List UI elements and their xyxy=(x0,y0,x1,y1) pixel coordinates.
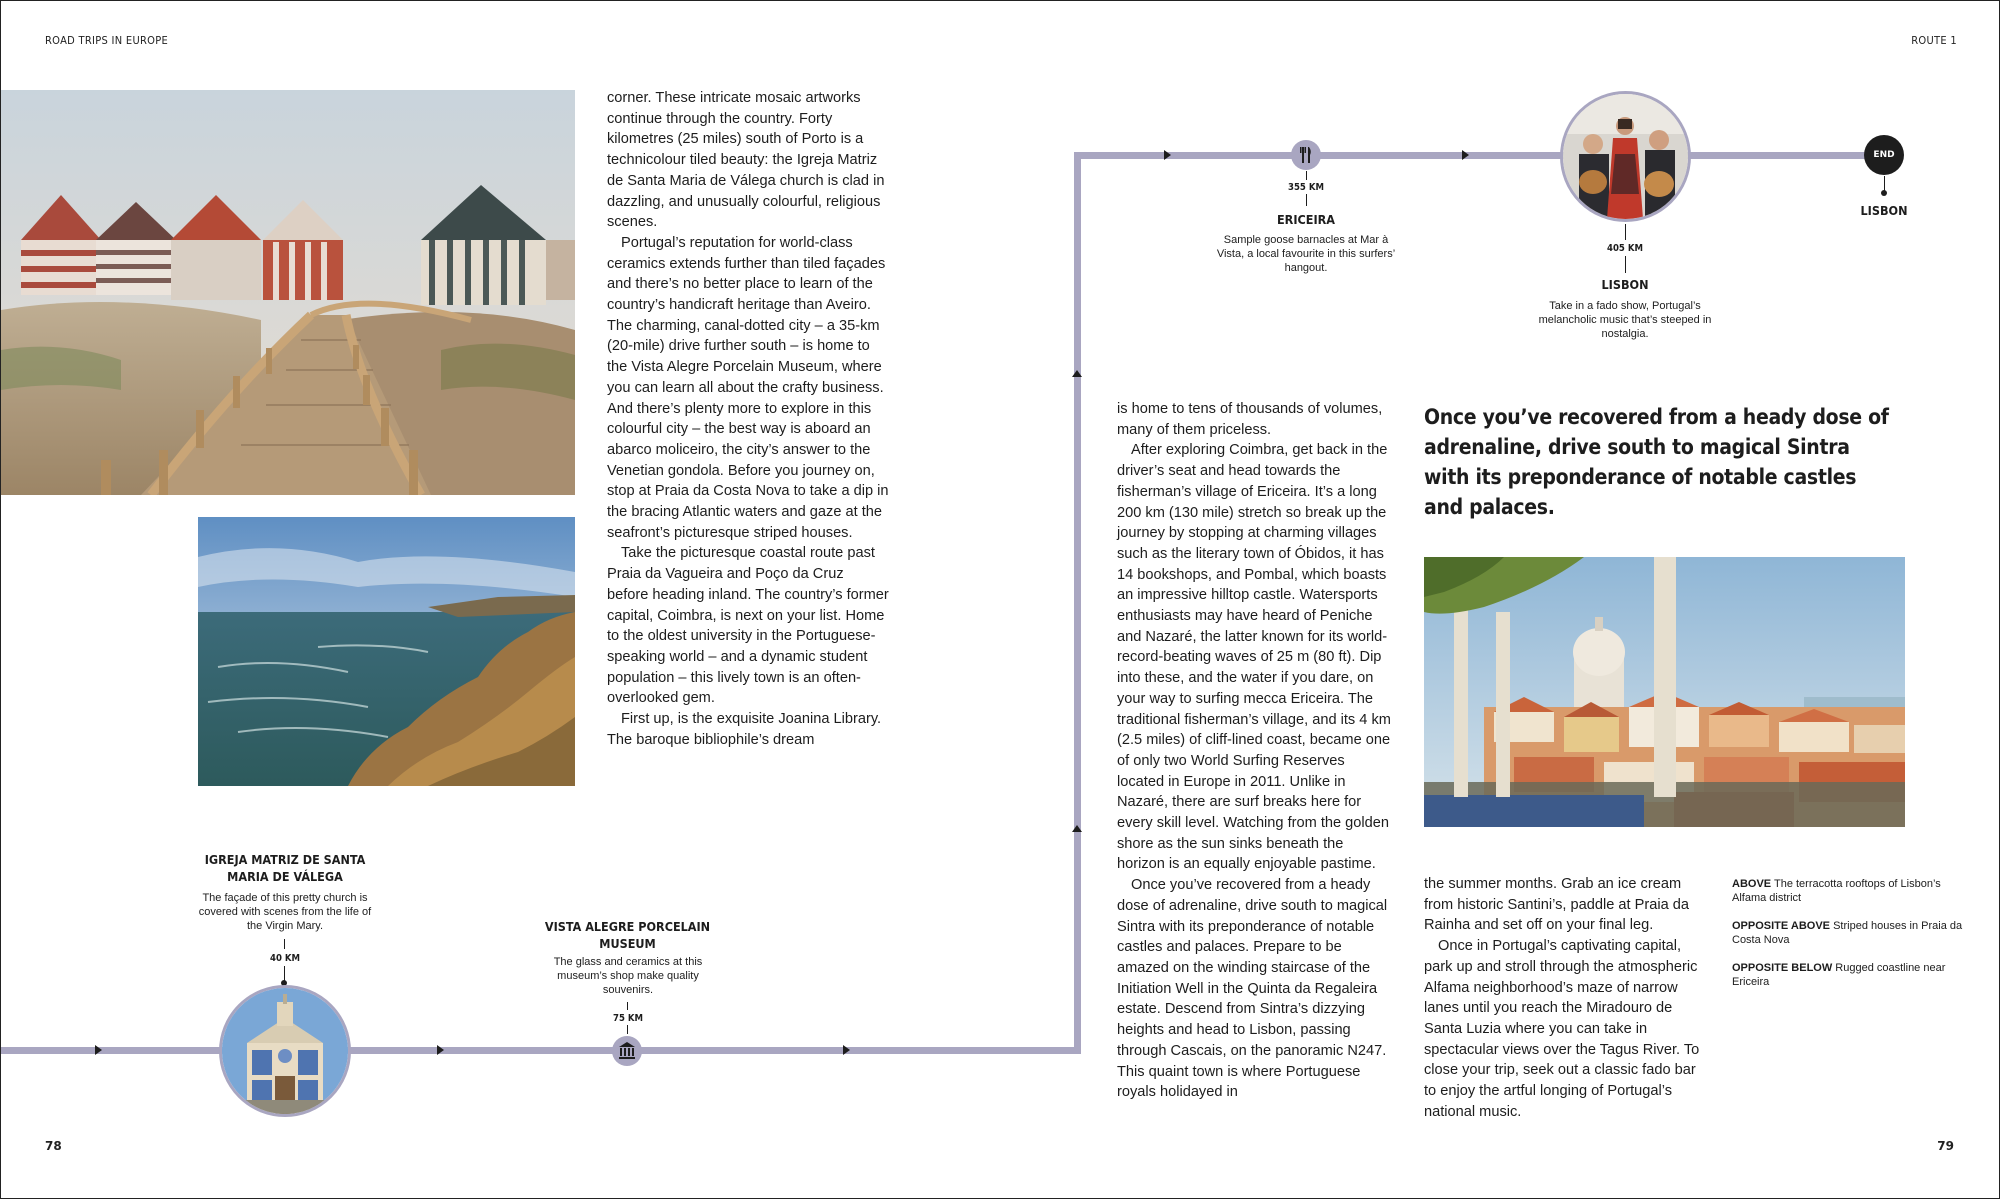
direction-arrow-icon xyxy=(1462,150,1469,160)
stop-dot xyxy=(1881,190,1887,196)
direction-arrow-icon xyxy=(1072,370,1082,377)
boardwalk-illustration xyxy=(1,90,575,495)
paragraph: After exploring Coimbra, get back in the driver’s seat and head towards the fisherman’s village of Ericeira. It’s a long 200 km (130 mile) stretch so break up the journey by stopping at charming villages such as the literary town of Óbidos, it has 14 bookshops, and Pombal, which boasts an impressive hilltop castle. Watersports enthusiasts may have heard of Peniche and Nazaré, the latter known for its world-record-beating waves of 25 m (80 ft). Dip into these, and the water if you dare, on your way to surfing mecca Ericeira. The traditional fisherman’s village, and its 4 km (2.5 miles) of cliff-lined coast, became one of only two World Surfing Reserves located in Europe in 2011. Unlike in Nazaré, there are surf breaks here for every skill level. Watching from the golden shore as the sun sinks beneath the horizon is an equally enjoyable pastime. xyxy=(1117,442,1391,873)
stop-tick xyxy=(284,939,285,949)
caption xyxy=(1732,919,1972,947)
stop-photo-lisbon-fado xyxy=(1560,91,1691,222)
direction-arrow-icon xyxy=(95,1045,102,1055)
fado-illustration xyxy=(1563,94,1688,219)
stop-title-lisbon: LISBON xyxy=(1601,277,1649,292)
paragraph: the summer months. Grab an ice cream from historic Santini’s, paddle at Praia da Rainha and set off on your final leg. xyxy=(1424,876,1689,934)
stop-desc-lisbon: Take in a fado show, Portugal’s melancholic music that’s steeped in nostalgia. xyxy=(1538,300,1712,340)
body-text-column-middle xyxy=(1117,399,1395,1103)
paragraph: Once in Portugal’s captivating capital, park up and stroll through the atmospheric Alfama neighborhood’s maze of narrow lanes until you reach the Miradouro de Santa Luzia where you can take in spectacular views over the Tagus River. To close your trip, seek out a classic fado bar to enjoy the artful longing of Portugal’s national music. xyxy=(1424,938,1700,1120)
paragraph: is home to tens of thousands of volumes, many of them priceless. xyxy=(1117,401,1383,438)
photo-lisbon-alfama xyxy=(1424,557,1905,827)
church-illustration xyxy=(222,988,348,1114)
photo-captions xyxy=(1732,877,1972,1003)
stop-km-ericeira: 355 KM xyxy=(1288,182,1324,193)
stop-tick xyxy=(1306,171,1307,180)
running-head-right: ROUTE 1 xyxy=(1911,34,1957,47)
stop-tick xyxy=(1625,256,1626,273)
caption xyxy=(1732,877,1972,905)
route-line-bottom xyxy=(0,1047,1081,1054)
stop-tick xyxy=(627,1025,628,1034)
route-line-top xyxy=(1074,152,1884,159)
photo-ericeira-coastline xyxy=(198,517,575,786)
paragraph: corner. These intricate mosaic artworks continue through the country. Forty kilometres (25 miles) south of Porto is a technicolour tiled beauty: the Igreja Matriz de Santa Maria de Válega church is clad in dazzling, and unusually colourful, religious scenes. xyxy=(607,90,885,231)
page-number-right: 79 xyxy=(1937,1139,1954,1153)
stop-title-valega: IGREJA MATRIZ DE SANTA MARIA DE VÁLEGA xyxy=(204,852,366,884)
running-head-left: ROAD TRIPS IN EUROPE xyxy=(45,34,169,47)
route-end-marker: END xyxy=(1864,135,1904,175)
pull-quote: Once you’ve recovered from a heady dose of adrenaline, drive south to magical Sintra with its preponderance of notable castles and palaces. xyxy=(1424,405,1889,519)
caption-text: The terracotta rooftops of Lisbon’s Alfama district xyxy=(1732,878,1941,904)
caption-lead: OPPOSITE BELOW xyxy=(1732,962,1833,974)
direction-arrow-icon xyxy=(843,1045,850,1055)
body-text-column-right xyxy=(1424,874,1704,1122)
caption-lead: ABOVE xyxy=(1732,878,1772,890)
coastline-illustration xyxy=(198,517,575,786)
body-text-column-left xyxy=(607,88,889,751)
stop-desc-valega: The façade of this pretty church is covered with scenes from the life of the Virgin Mary. xyxy=(198,892,372,932)
page-number-left: 78 xyxy=(45,1139,62,1153)
stop-photo-valega-church xyxy=(219,985,351,1117)
direction-arrow-icon xyxy=(437,1045,444,1055)
museum-icon xyxy=(612,1036,642,1066)
paragraph: Take the picturesque coastal route past Praia da Vagueira and Poço da Cruz before heading inland. The country’s former capital, Coimbra, is next on your list. Home to the oldest university in the Portuguese-speaking world – and a dynamic student population – this lively town is an often-overlooked gem. xyxy=(607,545,889,707)
stop-title-ericeira: ERICEIRA xyxy=(1276,212,1335,227)
stop-km-vista-alegre: 75 KM xyxy=(613,1013,643,1024)
stop-tick xyxy=(627,1002,628,1010)
caption-lead: OPPOSITE ABOVE xyxy=(1732,920,1831,932)
paragraph: Once you’ve recovered from a heady dose of adrenaline, drive south to magical Sintra with its preponderance of notable castles and palaces. Prepare to be amazed on the winding staircase of the Initiation Well in the Quinta da Regaleira estate. Descend from Sintra’s dizzying heights and head to Lisbon, passing through Cascais, on the panoramic N247. This quaint town is where Portuguese royals holidayed in xyxy=(1117,877,1388,1101)
direction-arrow-icon xyxy=(1072,825,1082,832)
stop-km-lisbon: 405 KM xyxy=(1607,243,1643,254)
caption-text: Rugged coastline near Ericeira xyxy=(1732,962,1946,988)
caption-text: Striped houses in Praia da Costa Nova xyxy=(1732,920,1963,946)
alfama-illustration xyxy=(1424,557,1905,827)
stop-tick xyxy=(1306,194,1307,206)
paragraph: First up, is the exquisite Joanina Library. The baroque bibliophile’s dream xyxy=(607,711,882,748)
stop-desc-vista-alegre: The glass and ceramics at this museum’s shop make quality souvenirs. xyxy=(553,956,703,996)
route-end-city: LISBON xyxy=(1860,203,1908,218)
stop-desc-ericeira: Sample goose barnacles at Mar à Vista, a local favourite in this surfers’ hangout. xyxy=(1216,234,1396,274)
stop-km-valega: 40 KM xyxy=(270,953,300,964)
stop-tick xyxy=(1625,224,1626,240)
caption xyxy=(1732,961,1972,989)
route-line-vertical xyxy=(1074,152,1081,1054)
paragraph: Portugal’s reputation for world-class ceramics extends further than tiled façades and there’s no better place to learn of the country’s handicraft heritage than Aveiro. The charming, canal-dotted city – a 35-km (20-mile) drive further south – is home to the Vista Alegre Porcelain Museum, where you can learn all about the crafty business. And there’s plenty more to explore in this colourful city – the best way is aboard an abarco moliceiro, the city’s answer to the Venetian gondola. Before you journey on, stop at Praia da Costa Nova to take a dip in the bracing Atlantic waters and gaze at the seafront’s picturesque striped houses. xyxy=(607,234,889,541)
direction-arrow-icon xyxy=(1164,150,1171,160)
fork-knife-icon xyxy=(1291,140,1321,170)
photo-costa-nova-boardwalk xyxy=(1,90,575,495)
stop-title-vista-alegre: VISTA ALEGRE PORCELAIN MUSEUM xyxy=(544,919,711,951)
